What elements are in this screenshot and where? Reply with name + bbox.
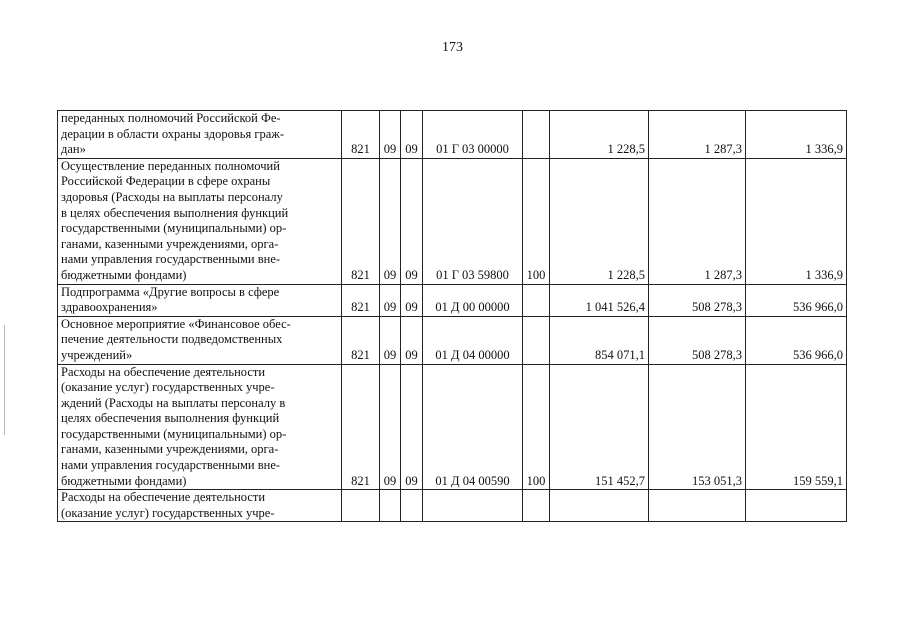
expense-name-line: переданных полномочий Российской Фе-	[61, 111, 281, 125]
subsection-code-cell: 09	[401, 364, 423, 490]
section-code-cell: 09	[380, 111, 401, 159]
expense-name-line: (оказание услуг) государственных учре-	[61, 505, 275, 520]
amount-year3-cell	[746, 490, 847, 522]
expense-name-line: нами управления государственными вне-	[61, 458, 281, 473]
amount-year2-cell: 153 051,3	[649, 364, 746, 490]
section-code-cell: 09	[380, 158, 401, 284]
amount-year2-cell: 508 278,3	[649, 284, 746, 316]
expense-name-line: нами управления государственными вне-	[61, 252, 281, 267]
amount-year2-cell	[649, 490, 746, 522]
grbs-code-cell: 821	[342, 158, 380, 284]
scan-edge-mark	[4, 325, 5, 435]
expense-name-line: дан»	[61, 142, 86, 157]
amount-year3-cell: 159 559,1	[746, 364, 847, 490]
amount-year2-cell: 508 278,3	[649, 316, 746, 364]
amount-year1-cell: 1 228,5	[550, 111, 649, 159]
grbs-code-cell: 821	[342, 284, 380, 316]
expense-name-line: здоровья (Расходы на выплаты персоналу	[61, 189, 283, 204]
expense-name-cell	[58, 284, 342, 316]
table-row	[58, 364, 847, 490]
subsection-code-cell: 09	[401, 316, 423, 364]
expense-type-cell	[523, 111, 550, 159]
target-article-cell: 01 Г 03 00000	[423, 111, 523, 159]
expense-name-line: Основное мероприятие «Финансовое обес-	[61, 316, 291, 331]
expense-name-line: в целях обеспечения выполнения функций	[61, 205, 289, 220]
table-row	[58, 111, 847, 159]
amount-year2-cell: 1 287,3	[649, 158, 746, 284]
expense-name-cell	[58, 364, 342, 490]
expense-name-line: ганами, казенными учреждениями, орга-	[61, 236, 279, 251]
expense-type-cell: 100	[523, 364, 550, 490]
expense-name-cell	[58, 158, 342, 284]
expense-name-line: бюджетными фондами)	[61, 267, 187, 282]
amount-year3-cell: 536 966,0	[746, 316, 847, 364]
expense-name-line: печение деятельности подведомственных	[61, 332, 283, 347]
section-code-cell: 09	[380, 284, 401, 316]
budget-table-body	[58, 111, 847, 522]
amount-year3-cell: 1 336,9	[746, 158, 847, 284]
table-row	[58, 490, 847, 522]
expense-name-line: государственными (муниципальными) ор-	[61, 221, 287, 236]
amount-year2-cell: 1 287,3	[649, 111, 746, 159]
amount-year1-cell: 854 071,1	[550, 316, 649, 364]
subsection-code-cell: 09	[401, 158, 423, 284]
subsection-code-cell: 09	[401, 111, 423, 159]
expense-name-line: Российской Федерации в сфере охраны	[61, 174, 271, 189]
expense-type-cell: 100	[523, 158, 550, 284]
amount-year1-cell: 151 452,7	[550, 364, 649, 490]
expense-name-line: Осуществление переданных полномочий	[61, 158, 280, 173]
budget-table	[57, 110, 847, 522]
section-code-cell: 09	[380, 316, 401, 364]
expense-type-cell	[523, 490, 550, 522]
expense-name-line: ждений (Расходы на выплаты персоналу в	[61, 395, 286, 410]
expense-name-cell	[58, 490, 342, 522]
expense-name-line: Подпрограмма «Другие вопросы в сфере	[61, 284, 280, 299]
table-row	[58, 284, 847, 316]
expense-name-line: целях обеспечения выполнения функций	[61, 411, 280, 426]
target-article-cell: 01 Д 04 00590	[423, 364, 523, 490]
expense-name-line: Расходы на обеспечение деятельности	[61, 490, 266, 505]
amount-year3-cell: 536 966,0	[746, 284, 847, 316]
expense-type-cell	[523, 316, 550, 364]
subsection-code-cell: 09	[401, 284, 423, 316]
expense-type-cell	[523, 284, 550, 316]
target-article-cell: 01 Д 04 00000	[423, 316, 523, 364]
expense-name-cell	[58, 111, 342, 159]
table-row	[58, 158, 847, 284]
target-article-cell	[423, 490, 523, 522]
table-row	[58, 316, 847, 364]
target-article-cell: 01 Д 00 00000	[423, 284, 523, 316]
expense-name-line: бюджетными фондами)	[61, 473, 187, 488]
amount-year3-cell: 1 336,9	[746, 111, 847, 159]
page-number: 173	[442, 40, 463, 55]
grbs-code-cell: 821	[342, 111, 380, 159]
subsection-code-cell	[401, 490, 423, 522]
expense-name-cell	[58, 316, 342, 364]
expense-name-line: дерации в области охраны здоровья граж-	[61, 126, 285, 141]
grbs-code-cell: 821	[342, 316, 380, 364]
grbs-code-cell	[342, 490, 380, 522]
expense-name-line: учреждений»	[61, 347, 133, 362]
grbs-code-cell: 821	[342, 364, 380, 490]
expense-name-line: Расходы на обеспечение деятельности	[61, 364, 266, 379]
amount-year1-cell	[550, 490, 649, 522]
section-code-cell	[380, 490, 401, 522]
expense-name-line: здравоохранения»	[61, 300, 158, 315]
expense-name-line: ганами, казенными учреждениями, орга-	[61, 442, 279, 457]
section-code-cell: 09	[380, 364, 401, 490]
amount-year1-cell: 1 041 526,4	[550, 284, 649, 316]
target-article-cell: 01 Г 03 59800	[423, 158, 523, 284]
expense-name-line: (оказание услуг) государственных учре-	[61, 380, 275, 395]
expense-name-line: государственными (муниципальными) ор-	[61, 426, 287, 441]
amount-year1-cell: 1 228,5	[550, 158, 649, 284]
